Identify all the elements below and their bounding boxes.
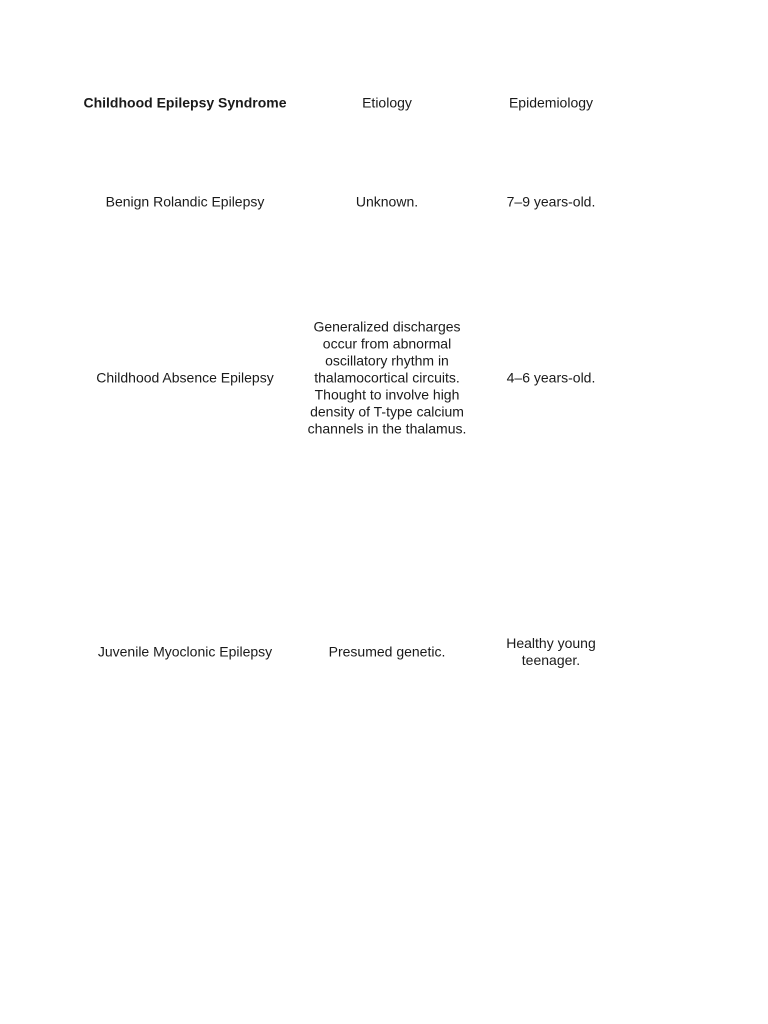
- row-3-epidemiology: Healthy young teenager.: [506, 635, 596, 668]
- row-3-etiology: Presumed genetic.: [328, 643, 446, 660]
- row-3-syndrome: Juvenile Myoclonic Epilepsy: [97, 643, 273, 660]
- header-epidemiology: Epidemiology: [508, 94, 594, 111]
- row-1-epidemiology: 7–9 years-old.: [506, 193, 596, 210]
- header-etiology: Etiology: [362, 94, 412, 111]
- row-2-etiology: Generalized discharges occur from abnormal oscillatory rhythm in thalamocortical circuits. Thought to involve high density of T-type calcium channels in the thalamus.: [307, 318, 467, 437]
- row-2-syndrome: Childhood Absence Epilepsy: [96, 369, 274, 386]
- row-1-etiology: Unknown.: [355, 193, 419, 210]
- row-2-epidemiology: 4–6 years-old.: [506, 369, 596, 386]
- header-syndrome: Childhood Epilepsy Syndrome: [83, 94, 287, 111]
- row-1-syndrome: Benign Rolandic Epilepsy: [105, 193, 265, 210]
